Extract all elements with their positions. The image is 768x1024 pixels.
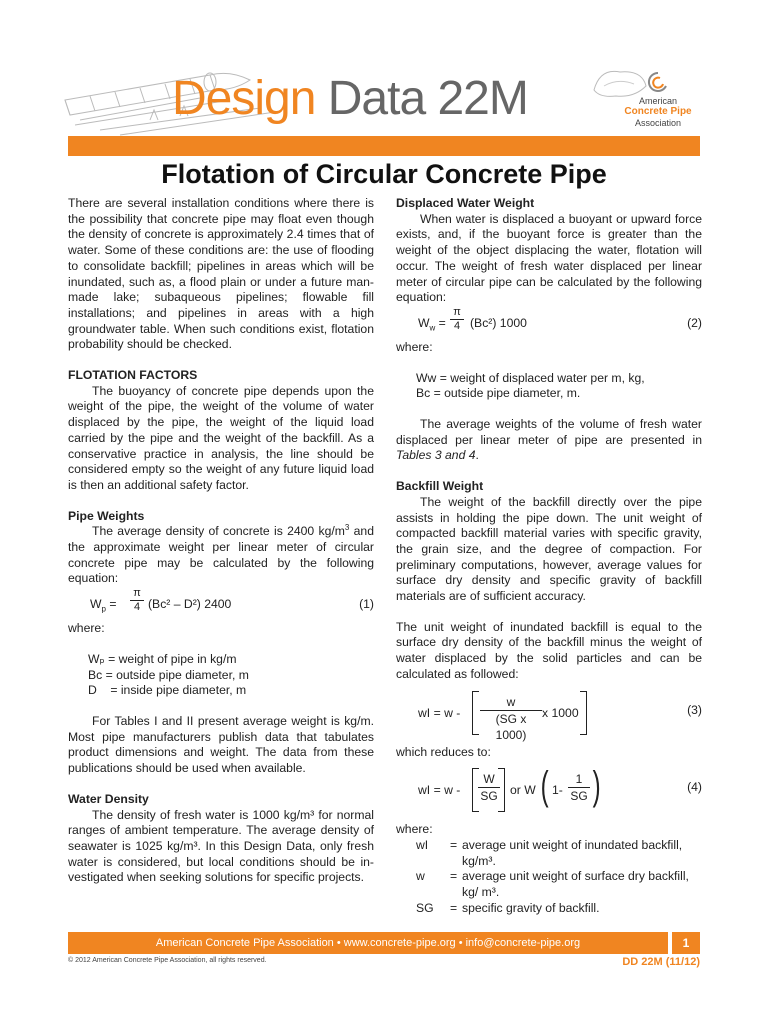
tables-paragraph: For Tables I and II present average weight is kg/m. Most pipe manufacturers publish data that tabulates product dimensions and weight. The data from these publications should be used when available. <box>68 713 374 776</box>
def-w: w = average unit weight of surface dry backfill, kg/ m³. <box>416 869 689 900</box>
def-bc-2: Bᴄ = outside pipe diameter, m. <box>416 386 581 401</box>
equation-3 <box>396 691 702 742</box>
eq3-fraction: $\frac{w}{\text{(SG x 1000)}}$ <box>480 694 542 743</box>
eq2-lhs: $W_w$ = <box>418 315 446 333</box>
acpa-logo-icon <box>646 70 670 96</box>
eq3-multiplier: x 1000 <box>542 705 579 720</box>
brand-title-design: Design <box>172 72 316 125</box>
def-bc: Bᴄ = outside pipe diameter, m <box>88 667 249 682</box>
flotation-factors-paragraph: The buoyancy of concrete pipe depends upon the weight of the pipe, the weight of the volume of water displaced by the pipe, the weight of the liquid load carried by the pipe and the weight of the backfill. As a conservative practice in analysis, the line should be considered empty so the weight of any future liquid load is then an additional safety factor. <box>68 383 374 492</box>
def-sg: SG = specific gravity of backfill. <box>416 900 600 915</box>
eq4-or: or W <box>510 783 536 798</box>
displaced-water-heading: Displaced Water Weight <box>396 196 535 210</box>
eq1-fraction: $\frac{\pi}{4}$ <box>130 587 144 614</box>
eq4-inner-fraction: $\frac{1}{SG}$ <box>568 771 590 804</box>
eq3-number: (3) <box>687 702 702 717</box>
header <box>60 60 710 140</box>
document-number: DD 22M (11/12) <box>622 956 700 968</box>
equation-1 <box>68 587 374 621</box>
eq1-lhs: $W_p$ = <box>90 597 117 614</box>
eq4-number: (4) <box>687 780 702 795</box>
eq3-lhs: wI = w - <box>418 705 461 720</box>
eq2-fraction: $\frac{\pi}{4}$ <box>450 306 464 333</box>
flotation-factors-heading: FLOTATION FACTORS <box>68 368 198 383</box>
eq2-number: (2) <box>687 315 702 330</box>
water-density-paragraph: The density of fresh water is 1000 kg/m³ for normal ranges of ambient temperature. The average density of seawater is 1025 kg/m³. In this Design Data, only fresh water is considered, but local conditions should be in-vestigated when seeking solutions for specific projects. <box>68 807 374 885</box>
def-wp: Wₚ = weight of pipe in kg/m <box>88 651 237 666</box>
brand-title-data: Data 22M <box>315 72 528 125</box>
document-title: Flotation of Circular Concrete Pipe <box>161 159 607 189</box>
page-number: 1 <box>672 932 700 954</box>
eq1-rhs: (Bᴄ² – D²) 2400 <box>148 597 232 612</box>
reduces-label: which reduces to: <box>396 744 491 759</box>
logo-line-association: Association <box>634 118 682 128</box>
def-d: D = inside pipe diameter, m <box>88 683 247 698</box>
displaced-water-paragraph: When water is displaced a buoyant or upward force exists, and, if the buoyant force is greater than the weight of the object displacing the water, flotation will occur. The weight of fresh water displaced per linear meter of circular pipe can be calculated by the following equation: <box>396 211 702 305</box>
def-wi: wI = average unit weight of inundated backfill, kg/m³. <box>416 837 683 868</box>
where-label-3: where: <box>396 822 433 837</box>
pipe-weights-heading: Pipe Weights <box>68 508 145 523</box>
right-column <box>396 196 702 917</box>
logo-line-concrete-pipe: Concrete Pipe <box>624 106 692 117</box>
footer-contact-bar[interactable]: American Concrete Pipe Association • www.concrete-pipe.org • info@concrete-pipe.org <box>68 932 668 954</box>
eq4-fraction: $\frac{W}{SG}$ <box>478 771 500 804</box>
eq1-number: (1) <box>359 597 374 612</box>
logo-line-american: American <box>638 96 677 106</box>
where-label-2: where: <box>396 339 433 354</box>
eq4-inner: 1- <box>552 783 563 798</box>
equation-4: wI = w - $\frac{W}{SG}$ or W ( 1- $\frac{1}{SG}$ ) (4) <box>396 768 702 814</box>
left-column <box>68 196 374 886</box>
average-weights-paragraph: The average weights of the volume of fresh water displaced per linear meter of pipe are presented in Tables 3 and 4. <box>396 417 702 463</box>
pipe-weights-paragraph: The average density of concrete is 2400 $kg/m^3$ and the approximate weight per linear meter of circular concrete pipe may be calculated by the following equation: <box>68 523 374 586</box>
unit-weight-paragraph: The unit weight of inundated backfill is equal to the surface dry density of the backfill minus the weight of water displaced by the solid particles and can be calculated as followed: <box>396 619 702 681</box>
header-orange-bar <box>68 136 700 156</box>
eq4-lhs: wI = w - <box>418 783 461 798</box>
copyright-notice: © 2012 American Concrete Pipe Association, all rights reserved. <box>68 957 267 964</box>
where-label-1: where: <box>68 621 105 636</box>
eq2-rhs: (Bᴄ²) 1000 <box>470 315 527 330</box>
backfill-weight-paragraph: The weight of the backfill directly over the pipe assists in holding the pipe down. The unit weight of compacted backfill material varies with specific gravity, the grain size, and the degree of compaction. For preliminary computations, however, average values for surface dry density and specific gravity of backfill materials are of sufficient accuracy. <box>396 494 702 604</box>
water-density-heading: Water Density <box>68 791 149 806</box>
def-ww: Wᴡ = weight of displaced water per m, kg, <box>416 370 645 385</box>
brand-title <box>172 74 528 124</box>
backfill-weight-heading: Backfill Weight <box>396 479 484 494</box>
acpa-logo <box>608 70 708 142</box>
equation-2 <box>396 306 702 340</box>
intro-paragraph: There are several installation conditions where there is the possibility that concrete pipe may float even though the density of concrete is approximately 2.4 times that of water. Some of these conditions are: the use of flooding to consolidate backfill; pipelines in areas which will be inundated, such as, a flood plain or under a future man-made lake; subaqueous pipelines; flowable fill installations; and pipelines in areas with a high groundwater table. When such conditions exist, flotation probability should be checked. <box>68 196 374 352</box>
